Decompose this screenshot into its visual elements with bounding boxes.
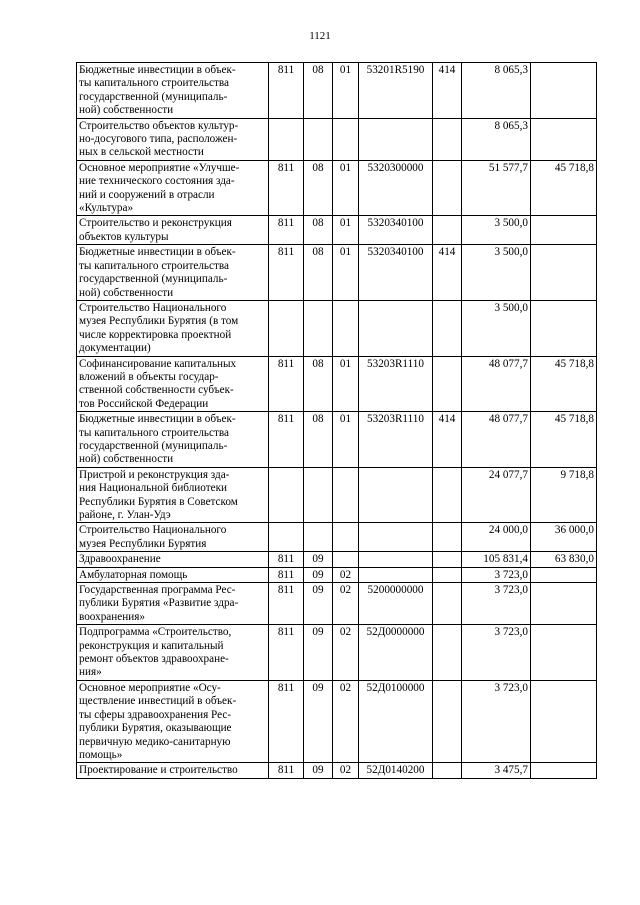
table-row	[77, 356, 597, 412]
row-name-cell: Подпрограмма «Строительство, реконструкция и капитальный ремонт объектов здравоохране- ния»	[77, 625, 269, 681]
expense-type-cell	[433, 160, 462, 216]
amount-second-cell: 45 718,8	[531, 356, 597, 412]
expense-type-cell: 414	[433, 245, 462, 301]
amount-second-cell	[531, 245, 597, 301]
subsection-code-cell	[333, 300, 359, 356]
table-body	[77, 63, 597, 779]
section-code-cell: 09	[304, 763, 333, 778]
grbs-code-cell: 811	[269, 567, 304, 582]
expense-type-cell	[433, 680, 462, 762]
subsection-code-cell: 02	[333, 625, 359, 681]
table-row	[77, 763, 597, 778]
table-row	[77, 567, 597, 582]
amount-second-cell: 45 718,8	[531, 160, 597, 216]
subsection-code-cell: 01	[333, 63, 359, 119]
row-name-cell: Основное мероприятие «Осу- ществление инвестиций в объек- ты сферы здравоохранения Рес- публики Бурятия, оказывающие первичную медико-санитарную помощь»	[77, 680, 269, 762]
amount-second-cell: 45 718,8	[531, 412, 597, 468]
expense-type-cell	[433, 567, 462, 582]
section-code-cell: 09	[304, 583, 333, 625]
grbs-code-cell: 811	[269, 763, 304, 778]
row-name-cell: Бюджетные инвестиции в объек- ты капитального строительства государственной (муниципаль- ной) собственности	[77, 412, 269, 468]
target-article-cell: 52Д0140200	[359, 763, 433, 778]
expense-type-cell	[433, 356, 462, 412]
table-row	[77, 245, 597, 301]
grbs-code-cell	[269, 118, 304, 160]
amount-first-cell: 8 065,3	[462, 118, 531, 160]
table-row	[77, 412, 597, 468]
subsection-code-cell: 02	[333, 680, 359, 762]
table-row	[77, 523, 597, 552]
target-article-cell: 5320340100	[359, 216, 433, 245]
row-name-cell: Государственная программа Рес- публики Бурятия «Развитие здра- воохранения»	[77, 583, 269, 625]
subsection-code-cell: 01	[333, 216, 359, 245]
amount-first-cell: 48 077,7	[462, 412, 531, 468]
amount-first-cell: 3 500,0	[462, 245, 531, 301]
section-code-cell	[304, 118, 333, 160]
table-row	[77, 300, 597, 356]
subsection-code-cell: 01	[333, 245, 359, 301]
expense-type-cell	[433, 552, 462, 567]
expense-type-cell	[433, 625, 462, 681]
expense-type-cell	[433, 763, 462, 778]
subsection-code-cell: 02	[333, 763, 359, 778]
target-article-cell: 5320340100	[359, 245, 433, 301]
subsection-code-cell: 02	[333, 567, 359, 582]
table-row	[77, 625, 597, 681]
grbs-code-cell: 811	[269, 245, 304, 301]
row-name-cell: Строительство Национального музея Республики Бурятия	[77, 523, 269, 552]
subsection-code-cell	[333, 523, 359, 552]
target-article-cell	[359, 118, 433, 160]
amount-first-cell: 3 500,0	[462, 300, 531, 356]
target-article-cell	[359, 552, 433, 567]
subsection-code-cell: 01	[333, 160, 359, 216]
table-row	[77, 118, 597, 160]
amount-second-cell	[531, 300, 597, 356]
row-name-cell: Софинансирование капитальных вложений в объекты государ- ственной собственности субъек- тов Российской Федерации	[77, 356, 269, 412]
row-name-cell: Бюджетные инвестиции в объек- ты капитального строительства государственной (муниципаль- ной) собственности	[77, 63, 269, 119]
row-name-cell: Пристрой и реконструкция зда- ния Национальной библиотеки Республики Бурятия в Советском районе, г. Улан-Удэ	[77, 467, 269, 523]
amount-second-cell: 9 718,8	[531, 467, 597, 523]
amount-first-cell: 51 577,7	[462, 160, 531, 216]
table-row	[77, 552, 597, 567]
subsection-code-cell: 01	[333, 412, 359, 468]
target-article-cell	[359, 300, 433, 356]
target-article-cell	[359, 567, 433, 582]
amount-second-cell	[531, 625, 597, 681]
subsection-code-cell: 01	[333, 356, 359, 412]
expense-type-cell	[433, 523, 462, 552]
subsection-code-cell: 02	[333, 583, 359, 625]
expense-type-cell	[433, 300, 462, 356]
target-article-cell: 53203R1110	[359, 412, 433, 468]
section-code-cell: 09	[304, 625, 333, 681]
amount-first-cell: 48 077,7	[462, 356, 531, 412]
row-name-cell: Строительство объектов культур- но-досугового типа, расположен- ных в сельской местности	[77, 118, 269, 160]
section-code-cell	[304, 523, 333, 552]
section-code-cell: 08	[304, 356, 333, 412]
amount-first-cell: 3 723,0	[462, 625, 531, 681]
table-row	[77, 216, 597, 245]
table-row	[77, 467, 597, 523]
page-number: 1121	[309, 30, 331, 42]
amount-first-cell: 3 723,0	[462, 567, 531, 582]
table-row	[77, 160, 597, 216]
amount-first-cell: 8 065,3	[462, 63, 531, 119]
section-code-cell: 09	[304, 552, 333, 567]
section-code-cell: 08	[304, 412, 333, 468]
expense-type-cell	[433, 118, 462, 160]
expense-type-cell: 414	[433, 412, 462, 468]
section-code-cell: 08	[304, 216, 333, 245]
row-name-cell: Основное мероприятие «Улучше- ние технического состояния зда- ний и сооружений в отрасли «Культура»	[77, 160, 269, 216]
section-code-cell: 09	[304, 680, 333, 762]
grbs-code-cell	[269, 467, 304, 523]
target-article-cell: 53203R1110	[359, 356, 433, 412]
amount-second-cell	[531, 583, 597, 625]
table-row	[77, 583, 597, 625]
grbs-code-cell	[269, 523, 304, 552]
target-article-cell: 52Д0000000	[359, 625, 433, 681]
grbs-code-cell	[269, 300, 304, 356]
grbs-code-cell: 811	[269, 412, 304, 468]
target-article-cell: 5320300000	[359, 160, 433, 216]
grbs-code-cell: 811	[269, 63, 304, 119]
grbs-code-cell: 811	[269, 216, 304, 245]
subsection-code-cell	[333, 467, 359, 523]
expense-type-cell	[433, 583, 462, 625]
amount-first-cell: 24 000,0	[462, 523, 531, 552]
row-name-cell: Бюджетные инвестиции в объек- ты капитального строительства государственной (муниципаль- ной) собственности	[77, 245, 269, 301]
expense-type-cell: 414	[433, 63, 462, 119]
grbs-code-cell: 811	[269, 356, 304, 412]
target-article-cell	[359, 467, 433, 523]
target-article-cell: 5200000000	[359, 583, 433, 625]
expense-type-cell	[433, 216, 462, 245]
section-code-cell	[304, 300, 333, 356]
amount-second-cell	[531, 680, 597, 762]
section-code-cell: 09	[304, 567, 333, 582]
grbs-code-cell: 811	[269, 680, 304, 762]
row-name-cell: Строительство Национального музея Республики Бурятия (в том числе корректировка проектной документации)	[77, 300, 269, 356]
amount-second-cell: 63 830,0	[531, 552, 597, 567]
amount-second-cell	[531, 216, 597, 245]
section-code-cell: 08	[304, 63, 333, 119]
row-name-cell: Проектирование и строительство	[77, 763, 269, 778]
table-row	[77, 63, 597, 119]
table-row	[77, 680, 597, 762]
subsection-code-cell	[333, 552, 359, 567]
row-name-cell: Амбулаторная помощь	[77, 567, 269, 582]
target-article-cell	[359, 523, 433, 552]
grbs-code-cell: 811	[269, 625, 304, 681]
amount-first-cell: 3 723,0	[462, 583, 531, 625]
grbs-code-cell: 811	[269, 583, 304, 625]
budget-table	[76, 62, 597, 779]
section-code-cell	[304, 467, 333, 523]
amount-second-cell	[531, 118, 597, 160]
amount-second-cell	[531, 63, 597, 119]
amount-second-cell: 36 000,0	[531, 523, 597, 552]
amount-first-cell: 3 723,0	[462, 680, 531, 762]
subsection-code-cell	[333, 118, 359, 160]
row-name-cell: Строительство и реконструкция объектов культуры	[77, 216, 269, 245]
amount-first-cell: 3 475,7	[462, 763, 531, 778]
amount-first-cell: 24 077,7	[462, 467, 531, 523]
expense-type-cell	[433, 467, 462, 523]
amount-first-cell: 105 831,4	[462, 552, 531, 567]
target-article-cell: 53201R5190	[359, 63, 433, 119]
section-code-cell: 08	[304, 160, 333, 216]
row-name-cell: Здравоохранение	[77, 552, 269, 567]
grbs-code-cell: 811	[269, 160, 304, 216]
section-code-cell: 08	[304, 245, 333, 301]
amount-second-cell	[531, 567, 597, 582]
amount-second-cell	[531, 763, 597, 778]
target-article-cell: 52Д0100000	[359, 680, 433, 762]
amount-first-cell: 3 500,0	[462, 216, 531, 245]
grbs-code-cell: 811	[269, 552, 304, 567]
